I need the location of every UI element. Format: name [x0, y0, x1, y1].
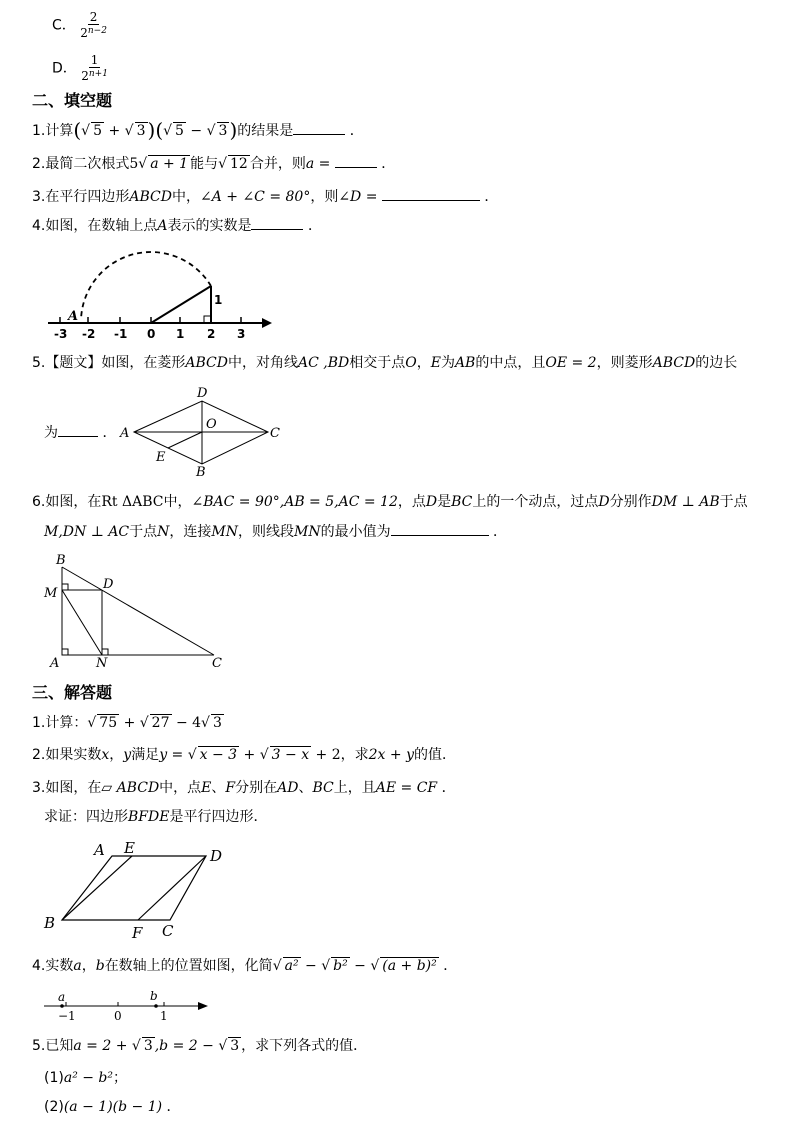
vertex-c-label: C [212, 656, 222, 671]
question-3-4: 4.实数a，b在数轴上的位置如图，化简√ a² − √ b² − √ (a + b)² ． [32, 958, 458, 974]
vertex-b-label: B [56, 553, 66, 568]
rhombus-figure [118, 384, 298, 480]
vertex-a-label: A [50, 656, 60, 671]
tick-label: -3 [54, 327, 68, 341]
vertex-c-label: C [162, 922, 174, 940]
point-d-label: D [103, 577, 114, 592]
tick-label: 0 [147, 327, 156, 341]
answer-blank[interactable] [58, 436, 98, 437]
point-m-label: M [44, 586, 58, 601]
point-n-label: N [96, 656, 108, 671]
number-line-figure [40, 240, 280, 350]
answer-blank[interactable] [293, 134, 345, 135]
tick-label: 2 [207, 327, 216, 341]
question-2-5-line2: 为 ． [44, 425, 117, 441]
option-c: C． $\frac{2}{2^{n-2}}$ [52, 10, 107, 40]
question-2-3: 3.在平行四边形ABCD中，∠A + ∠C = 80°，则∠D = ． [32, 189, 499, 205]
tick-label: −1 [58, 1009, 76, 1023]
tick-label: 0 [114, 1009, 122, 1023]
vertex-c-label: C [270, 426, 280, 441]
section-title-answer: 三、解答题 [32, 683, 113, 702]
option-d: D． $\frac{1}{2^{n+1}}$ [52, 53, 108, 83]
vertex-d-label: D [210, 847, 223, 865]
question-3-1: 1.计算：√ 75 + √ 27 − 4√ 3 [32, 715, 222, 731]
question-3-3: 3.如图，在▱ ABCD中，点E、F分别在AD、BC上，且AE = CF ． [32, 780, 456, 796]
question-2-5: 5.【题文】如图，在菱形ABCD中，对角线AC ,BD相交于点O，E为AB的中点，且OE = 2，则菱形ABCD的边长 [32, 355, 738, 371]
point-a-label: A [68, 309, 79, 324]
vertex-d-label: D [197, 386, 208, 401]
question-3-3-line2: 求证：四边形BFDE是平行四边形． [44, 809, 268, 825]
answer-blank[interactable] [251, 229, 303, 230]
height-label: 1 [214, 293, 223, 307]
midpoint-e-label: E [156, 450, 166, 465]
question-2-4: 4.如图，在数轴上点A表示的实数是 ． [32, 218, 322, 234]
tick-label: 1 [160, 1009, 168, 1023]
parallelogram-figure [40, 836, 240, 946]
question-3-5-part1: (1)a² − b²； [44, 1070, 128, 1086]
question-2-1: 1.计算(√ 5 + √ 3 )(√ 5 − √ 3 )的结果是 ． [32, 118, 364, 142]
question-3-2: 2.如果实数x，y满足y = √ x − 3 + √ 3 − x + 2，求2x + y的值． [32, 747, 456, 763]
question-2-6-line2: M,DN ⊥ AC于点N，连接MN，则线段MN的最小值为 ． [44, 524, 508, 540]
answer-blank[interactable] [382, 200, 480, 201]
vertex-b-label: B [196, 465, 206, 480]
question-3-5-part2: (2)(a − 1)(b − 1) ． [44, 1099, 181, 1115]
answer-blank[interactable] [335, 167, 377, 168]
center-o-label: O [206, 417, 217, 432]
ab-number-line-figure [40, 988, 220, 1024]
tick-label: 3 [237, 327, 246, 341]
tick-label: 1 [176, 327, 185, 341]
vertex-a-label: A [120, 426, 130, 441]
point-e-label: E [124, 839, 135, 857]
tick-label: -2 [82, 327, 96, 341]
point-b-label: b [150, 989, 158, 1003]
tick-label: -1 [114, 327, 128, 341]
section-title-fill: 二、填空题 [32, 91, 113, 110]
point-f-label: F [132, 924, 143, 942]
vertex-b-label: B [44, 914, 56, 932]
right-triangle-figure [42, 550, 242, 672]
question-3-5: 5.已知a = 2 + √ 3 ,b = 2 − √ 3 ，求下列各式的值． [32, 1038, 368, 1054]
fraction: $\frac{1}{2^{n+1}}$ [81, 53, 108, 83]
point-a-label: a [58, 990, 66, 1004]
question-2-6: 6.如图，在Rt ΔABC中，∠BAC = 90°,AB = 5,AC = 12，点D是BC上的一个动点，过点D分别作DM ⊥ AB于点 [32, 494, 748, 510]
answer-blank[interactable] [391, 535, 489, 536]
vertex-a-label: A [94, 841, 105, 859]
question-2-2: 2.最简二次根式5√ a + 1 能与√ 12 合并，则a = ． [32, 156, 396, 172]
fraction: $\frac{2}{2^{n-2}}$ [80, 10, 107, 40]
